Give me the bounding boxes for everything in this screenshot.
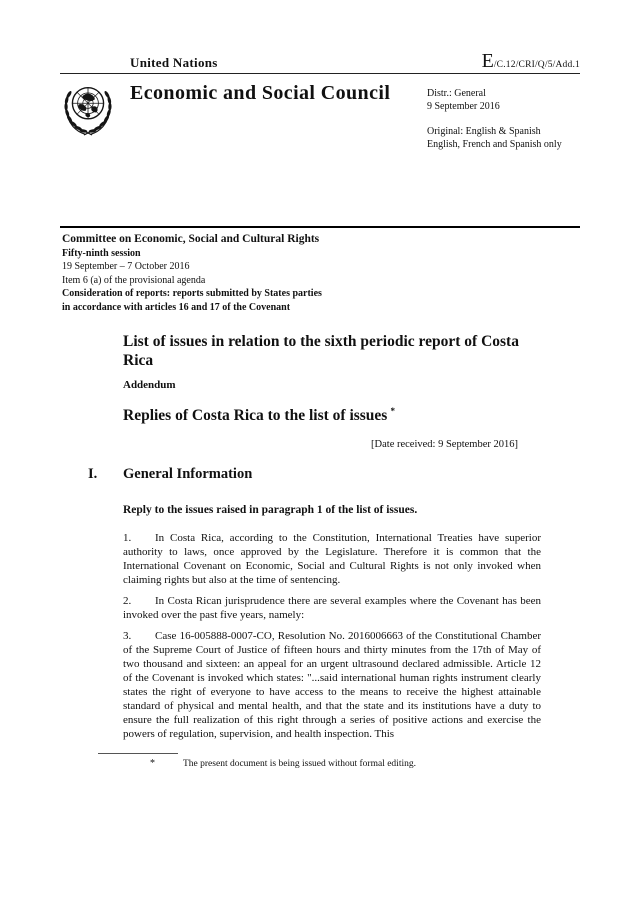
issued-languages: English, French and Spanish only	[427, 139, 562, 150]
paragraph-2	[123, 595, 541, 623]
footnote-reference-marker: *	[390, 406, 395, 416]
section-divider-rule	[60, 226, 580, 228]
language-block	[427, 125, 562, 151]
paragraph-3	[123, 630, 541, 741]
agenda-title-line1: Consideration of reports: reports submitted by States parties	[62, 288, 322, 300]
document-symbol-number: /C.12/CRI/Q/5/Add.1	[493, 60, 580, 70]
paragraph-3-number: 3.	[123, 630, 132, 643]
agenda-item: Item 6 (a) of the provisional agenda	[62, 274, 206, 286]
committee-name: Committee on Economic, Social and Cultural Rights	[62, 233, 320, 245]
session-number: Fifty-ninth session	[62, 248, 141, 259]
document-symbol-series: E	[481, 50, 494, 72]
org-name: United Nations	[130, 55, 218, 70]
distribution-block	[427, 87, 500, 113]
document-title: List of issues in relation to the sixth periodic report of Costa Rica	[123, 333, 519, 369]
committee-block	[62, 232, 322, 314]
section-subheading: Reply to the issues raised in paragraph 1 of the list of issues.	[123, 504, 418, 516]
footnote-marker: *	[150, 758, 155, 769]
paragraph-1-number: 1.	[123, 532, 132, 544]
paragraph-3-text: Case 16-005888-0007-CO, Resolution No. 2016006663 of the Constitutional Chamber of the Supreme Court of Justice of fifteen hours and thirty minutes from the 17th of May of two thousand and sixteen: an appeal for an urgent ultrasound declared admissible. Article 12 of the Covenant is invoked which states: "...said international human rights instrument clearly states the right of everyone to have access to the means to receive the highest attainable standard of physical and mental health, and that the state and its institutions have a duty to ensure the full realization of this right through a series of positive actions and exercise the powers of regulation, supervision, and health inspection. This	[123, 630, 541, 740]
footnote-separator-rule	[98, 753, 178, 754]
paragraph-2-number: 2.	[123, 595, 132, 608]
agenda-title-line2: in accordance with articles 16 and 17 of the Covenant	[62, 301, 291, 313]
body-paragraphs	[123, 532, 541, 749]
footnote-text: The present document is being issued without formal editing.	[183, 759, 416, 769]
un-emblem-icon	[59, 79, 117, 139]
council-title: Economic and Social Council	[130, 82, 391, 104]
distribution-type: Distr.: General	[427, 88, 486, 99]
paragraph-1	[123, 532, 541, 588]
paragraph-1-text: In Costa Rica, according to the Constitution, International Treaties have superior authority to laws, once approved by the Legislature. Therefore it is common that the International Covenant on Economic, Social and Cultural Rights is not only invoked when claiming rights but also at the time of sentencing.	[123, 532, 541, 586]
session-dates: 19 September – 7 October 2016	[62, 261, 190, 273]
section-heading: General Information	[123, 466, 253, 482]
document-date: 9 September 2016	[427, 101, 500, 112]
original-languages: Original: English & Spanish	[427, 126, 541, 137]
header-rule	[60, 73, 580, 74]
paragraph-2-text: In Costa Rican jurisprudence there are several examples where the Covenant has been invoked over the past five years, namely:	[123, 595, 541, 622]
document-subtitle	[123, 406, 395, 425]
subtitle-text: Replies of Costa Rica to the list of issues	[123, 407, 388, 425]
footnote	[150, 758, 416, 769]
addendum-label: Addendum	[123, 379, 176, 391]
date-received: [Date received: 9 September 2016]	[371, 439, 518, 450]
section-numeral: I.	[88, 466, 98, 482]
document-symbol	[482, 50, 580, 73]
